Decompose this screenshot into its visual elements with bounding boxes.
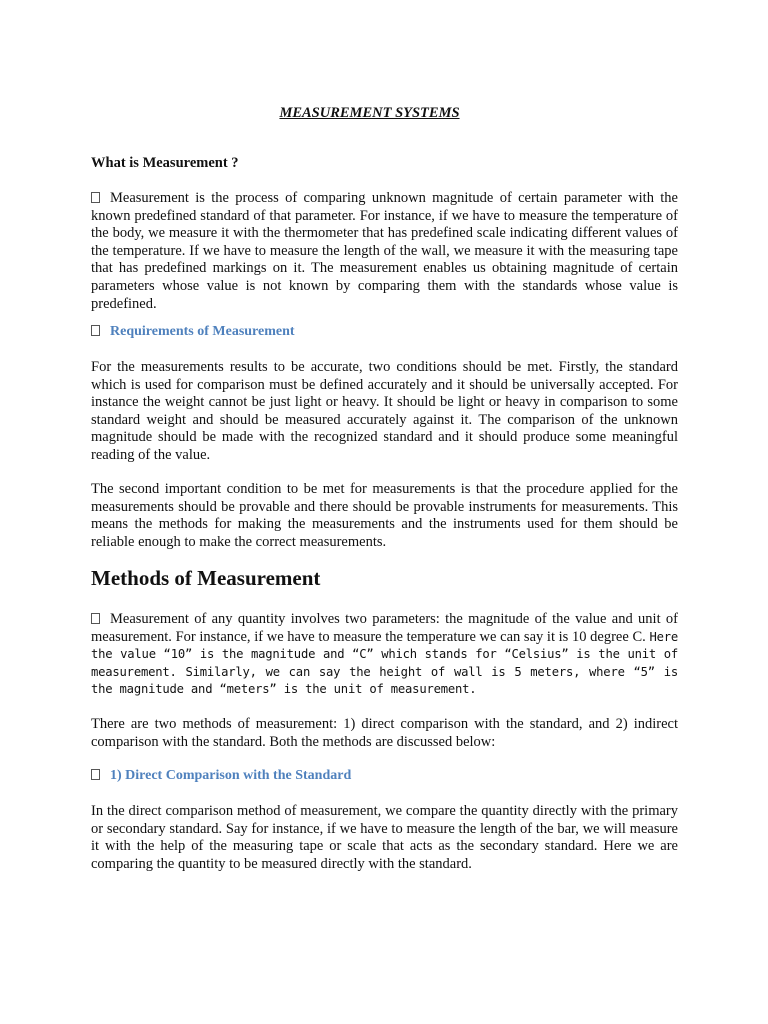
document-title: MEASUREMENT SYSTEMS xyxy=(279,105,460,121)
paragraph-requirements-2: The second important condition to be met for measurements is that the procedure applied for the measurements should be provable and there should be provable instruments for measurements. This means the methods for making the measurements and the instruments used for them should be reliable enough to make the correct measurements. xyxy=(91,481,678,550)
question-heading: What is Measurement ? xyxy=(91,155,239,171)
paragraph-direct-comparison: In the direct comparison method of measurement, we compare the quantity directly with the primary or secondary standard. Say for instance, if we have to measure the length of the bar, we will measure it with the help of the measuring tape or scale that acts as the secondary standard. Here we are comparing the quantity to be measured directly with the standard. xyxy=(91,803,678,872)
requirements-subheading xyxy=(91,324,295,340)
paragraph-methods-intro-b: Here the value “10” is the magnitude and “C” which stands for “Celsius” is the unit of measurement. Similarly, we can say the height of wall is 5 meters, where “5” is the magnitude and “meters” is the unit of measurement. xyxy=(91,629,678,697)
paragraph-two-methods: There are two methods of measurement: 1) direct comparison with the standard, and 2) indirect comparison with the standard. Both the methods are discussed below: xyxy=(91,716,678,750)
paragraph-methods-intro-a: Measurement of any quantity involves two parameters: the magnitude of the value and unit of measurement. For instance, if we have to measure the temperature we can say it is 10 degree C. xyxy=(91,611,678,645)
bullet-icon xyxy=(91,192,100,203)
paragraph-definition-text: Measurement is the process of comparing unknown magnitude of certain parameter with the known predefined standard of that parameter. For instance, if we have to measure the temperature of the body, we measure it with the thermometer that has predefined scale indicating different values of the temperature. If we have to measure the length of the wall, we measure it with the measuring tape that has predefined markings on it. The measurement enables us obtaining magnitude of certain parameters whose value is not known by comparing them with the standards whose value is predefined. xyxy=(91,190,678,312)
bullet-icon xyxy=(91,613,100,624)
direct-comparison-subheading xyxy=(91,768,351,784)
paragraph-definition xyxy=(91,190,678,313)
paragraph-methods-intro xyxy=(91,611,678,699)
bullet-icon xyxy=(91,325,100,336)
bullet-icon xyxy=(91,769,100,780)
paragraph-requirements-1: For the measurements results to be accurate, two conditions should be met. Firstly, the standard which is used for comparison must be defined accurately and it should be universally accepted. For instance the weight cannot be just light or heavy. It should be light or heavy in comparison to some standard weight and should be measured accurately against it. The comparison of the unknown magnitude should be made with the recognized standard and it should produce some meaningful reading of the value. xyxy=(91,359,678,463)
direct-comparison-subheading-text: 1) Direct Comparison with the Standard xyxy=(110,768,352,783)
methods-heading: Methods of Measurement xyxy=(91,566,321,590)
requirements-subheading-text: Requirements of Measurement xyxy=(110,324,295,339)
